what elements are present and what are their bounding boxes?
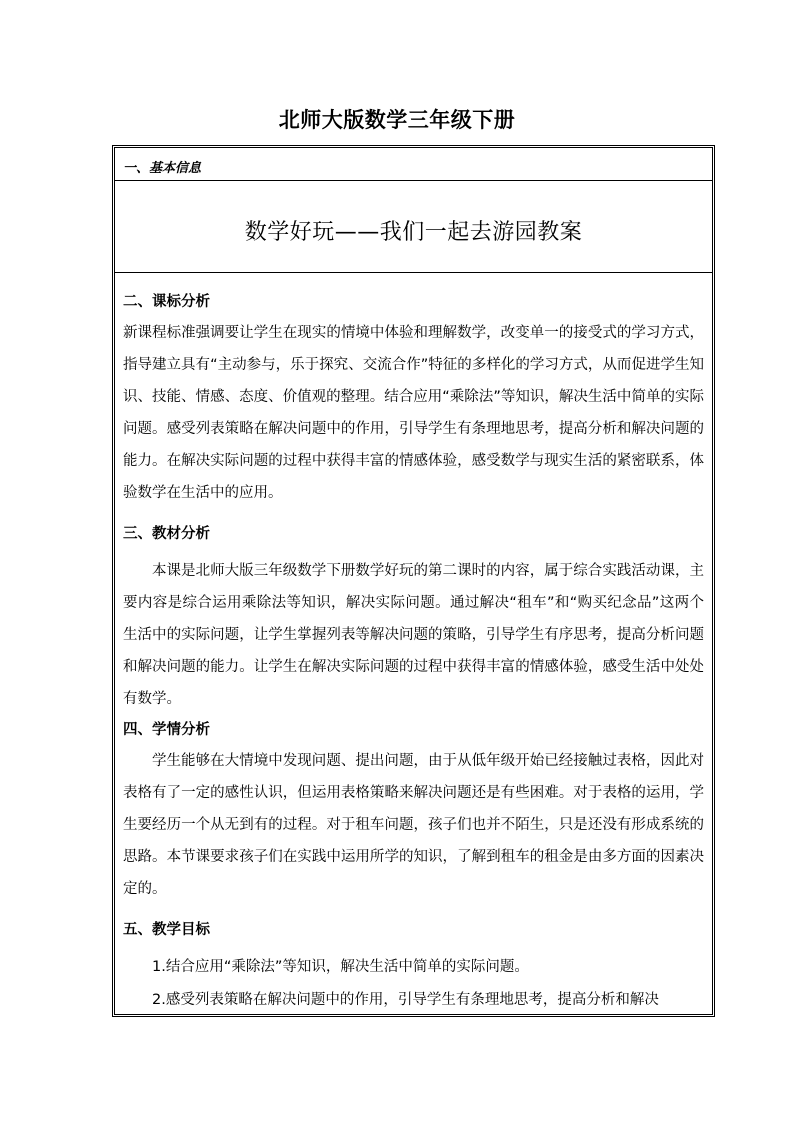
document-title: 北师大版数学三年级下册 (278, 108, 516, 132)
students-text: 学生能够在大情境中发现问题、提出问题，由于从低年级开始已经接触过表格，因此对表格有了一定的感性认识，但运用表格策略来解决问题还是有些困难。对于表格的运用，学生要经历一个从无到有的过程。对于租车问题，孩子们也并不陌生，只是还没有形成系统的思路。本节课要求孩子们在实践中运用所学的知识，了解到租车的租金是由多方面的因素决定的。 (123, 753, 704, 897)
standards-heading: 二、课标分析 (123, 294, 210, 310)
basic-info-row (115, 148, 712, 181)
goal-item-2: 2.感受列表策略在解决问题中的作用，引导学生有条理地思考，提高分析和解决 (152, 992, 659, 1008)
lesson-title: 数学好玩——我们一起去游园教案 (244, 220, 583, 245)
textbook-text: 本课是北师大版三年级数学下册数学好玩的第二课时的内容，属于综合实践活动课，主要内容是综合运用乘除法等知识，解决实际问题。通过解决“租车”和“购买纪念品”这两个生活中的实际问题，让学生掌握列表等解决问题的策略，引导学生有序思考，提高分析问题和解决问题的能力。让学生在解决实际问题的过程中获得丰富的情感体验，感受生活中处处有数学。 (123, 563, 704, 707)
basic-info-label: 一、基本信息 (123, 161, 202, 176)
content-cell (115, 273, 712, 1017)
goals-heading: 五、教学目标 (123, 922, 210, 938)
textbook-heading: 三、教材分析 (123, 526, 210, 542)
standards-text: 新课程标准强调要让学生在现实的情境中体验和理解数学，改变单一的接受式的学习方式，指导建立具有“主动参与，乐于探究、交流合作”特征的多样化的学习方式，从而促进学生知识、技能、情感、态度、价值观的整理。结合应用“乘除法”等知识，解决生活中简单的实际问题。感受列表策略在解决问题中的作用，引导学生有条理地思考，提高分析和解决问题的能力。在解决实际问题的过程中获得丰富的情感体验，感受数学与现实生活的紧密联系，体验数学在生活中的应用。 (123, 325, 704, 501)
students-heading: 四、学情分析 (123, 722, 210, 738)
lesson-title-row (115, 181, 712, 273)
goal-item-1: 1.结合应用“乘除法”等知识，解决生活中简单的实际问题。 (152, 959, 529, 975)
lesson-plan-table (112, 145, 715, 1017)
